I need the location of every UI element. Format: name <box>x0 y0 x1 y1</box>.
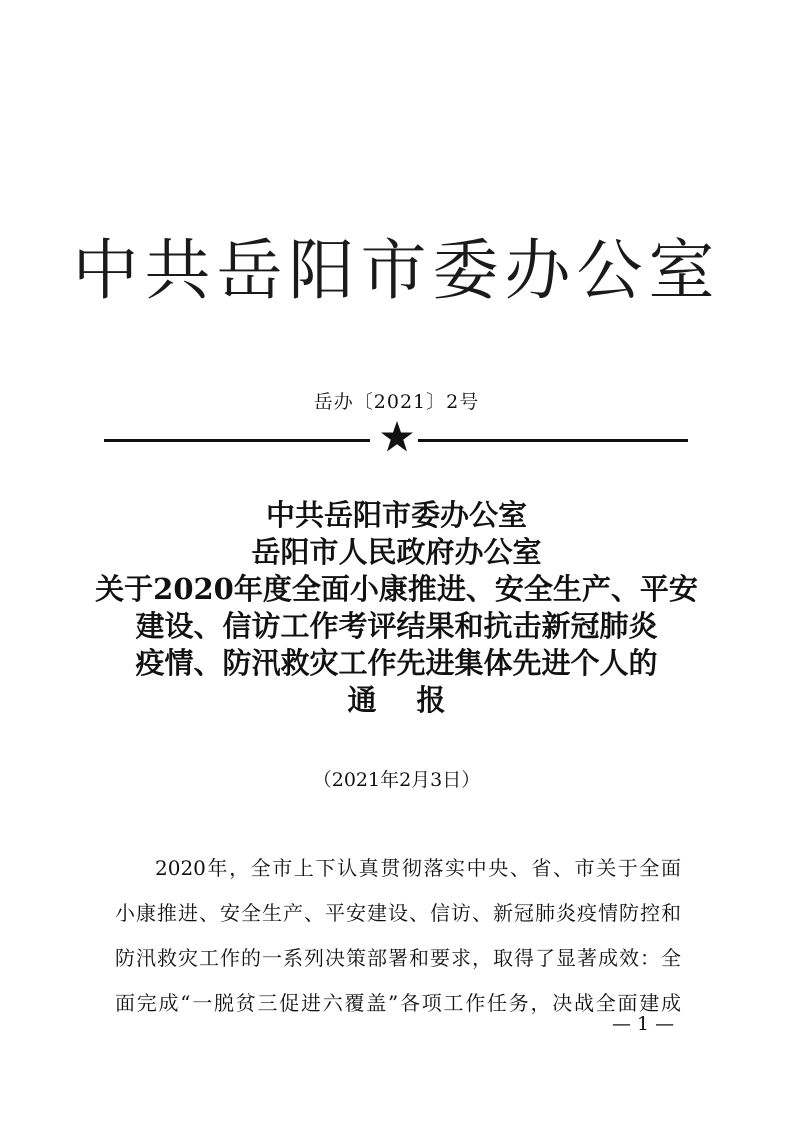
title-line: 岳阳市人民政府办公室 <box>251 535 542 569</box>
page-number: — 1 — <box>612 1013 675 1035</box>
separator-line-left <box>104 439 370 442</box>
body-line: 防汛救灾工作的一系列决策部署和要求，取得了显著成效：全 <box>115 946 681 970</box>
title-line: 建设、信访工作考评结果和抗击新冠肺炎 <box>135 609 658 643</box>
star-icon <box>380 420 414 454</box>
title-line: 中共岳阳市委办公室 <box>265 498 527 532</box>
body-paragraph <box>115 846 681 1026</box>
document-date: （2021年2月3日） <box>312 769 481 791</box>
body-line: 2020年，全市上下认真贯彻落实中央、省、市关于全面 <box>155 856 681 880</box>
document-number: 岳办〔2021〕2号 <box>313 391 480 413</box>
body-line: 面完成“一脱贫三促进六覆盖”各项工作任务，决战全面建成 <box>115 991 681 1015</box>
document-title <box>0 497 793 719</box>
header-separator <box>104 422 688 454</box>
title-line: 疫情、防汛救灾工作先进集体先进个人的 <box>135 646 658 680</box>
org-header: 中共岳阳市委办公室 <box>72 232 721 309</box>
title-line: 通报 <box>347 683 486 717</box>
title-line: 关于2020年度全面小康推进、安全生产、平安 <box>95 572 698 606</box>
separator-line-right <box>418 439 688 442</box>
body-line: 小康推进、安全生产、平安建设、信访、新冠肺炎疫情防控和 <box>115 901 681 925</box>
